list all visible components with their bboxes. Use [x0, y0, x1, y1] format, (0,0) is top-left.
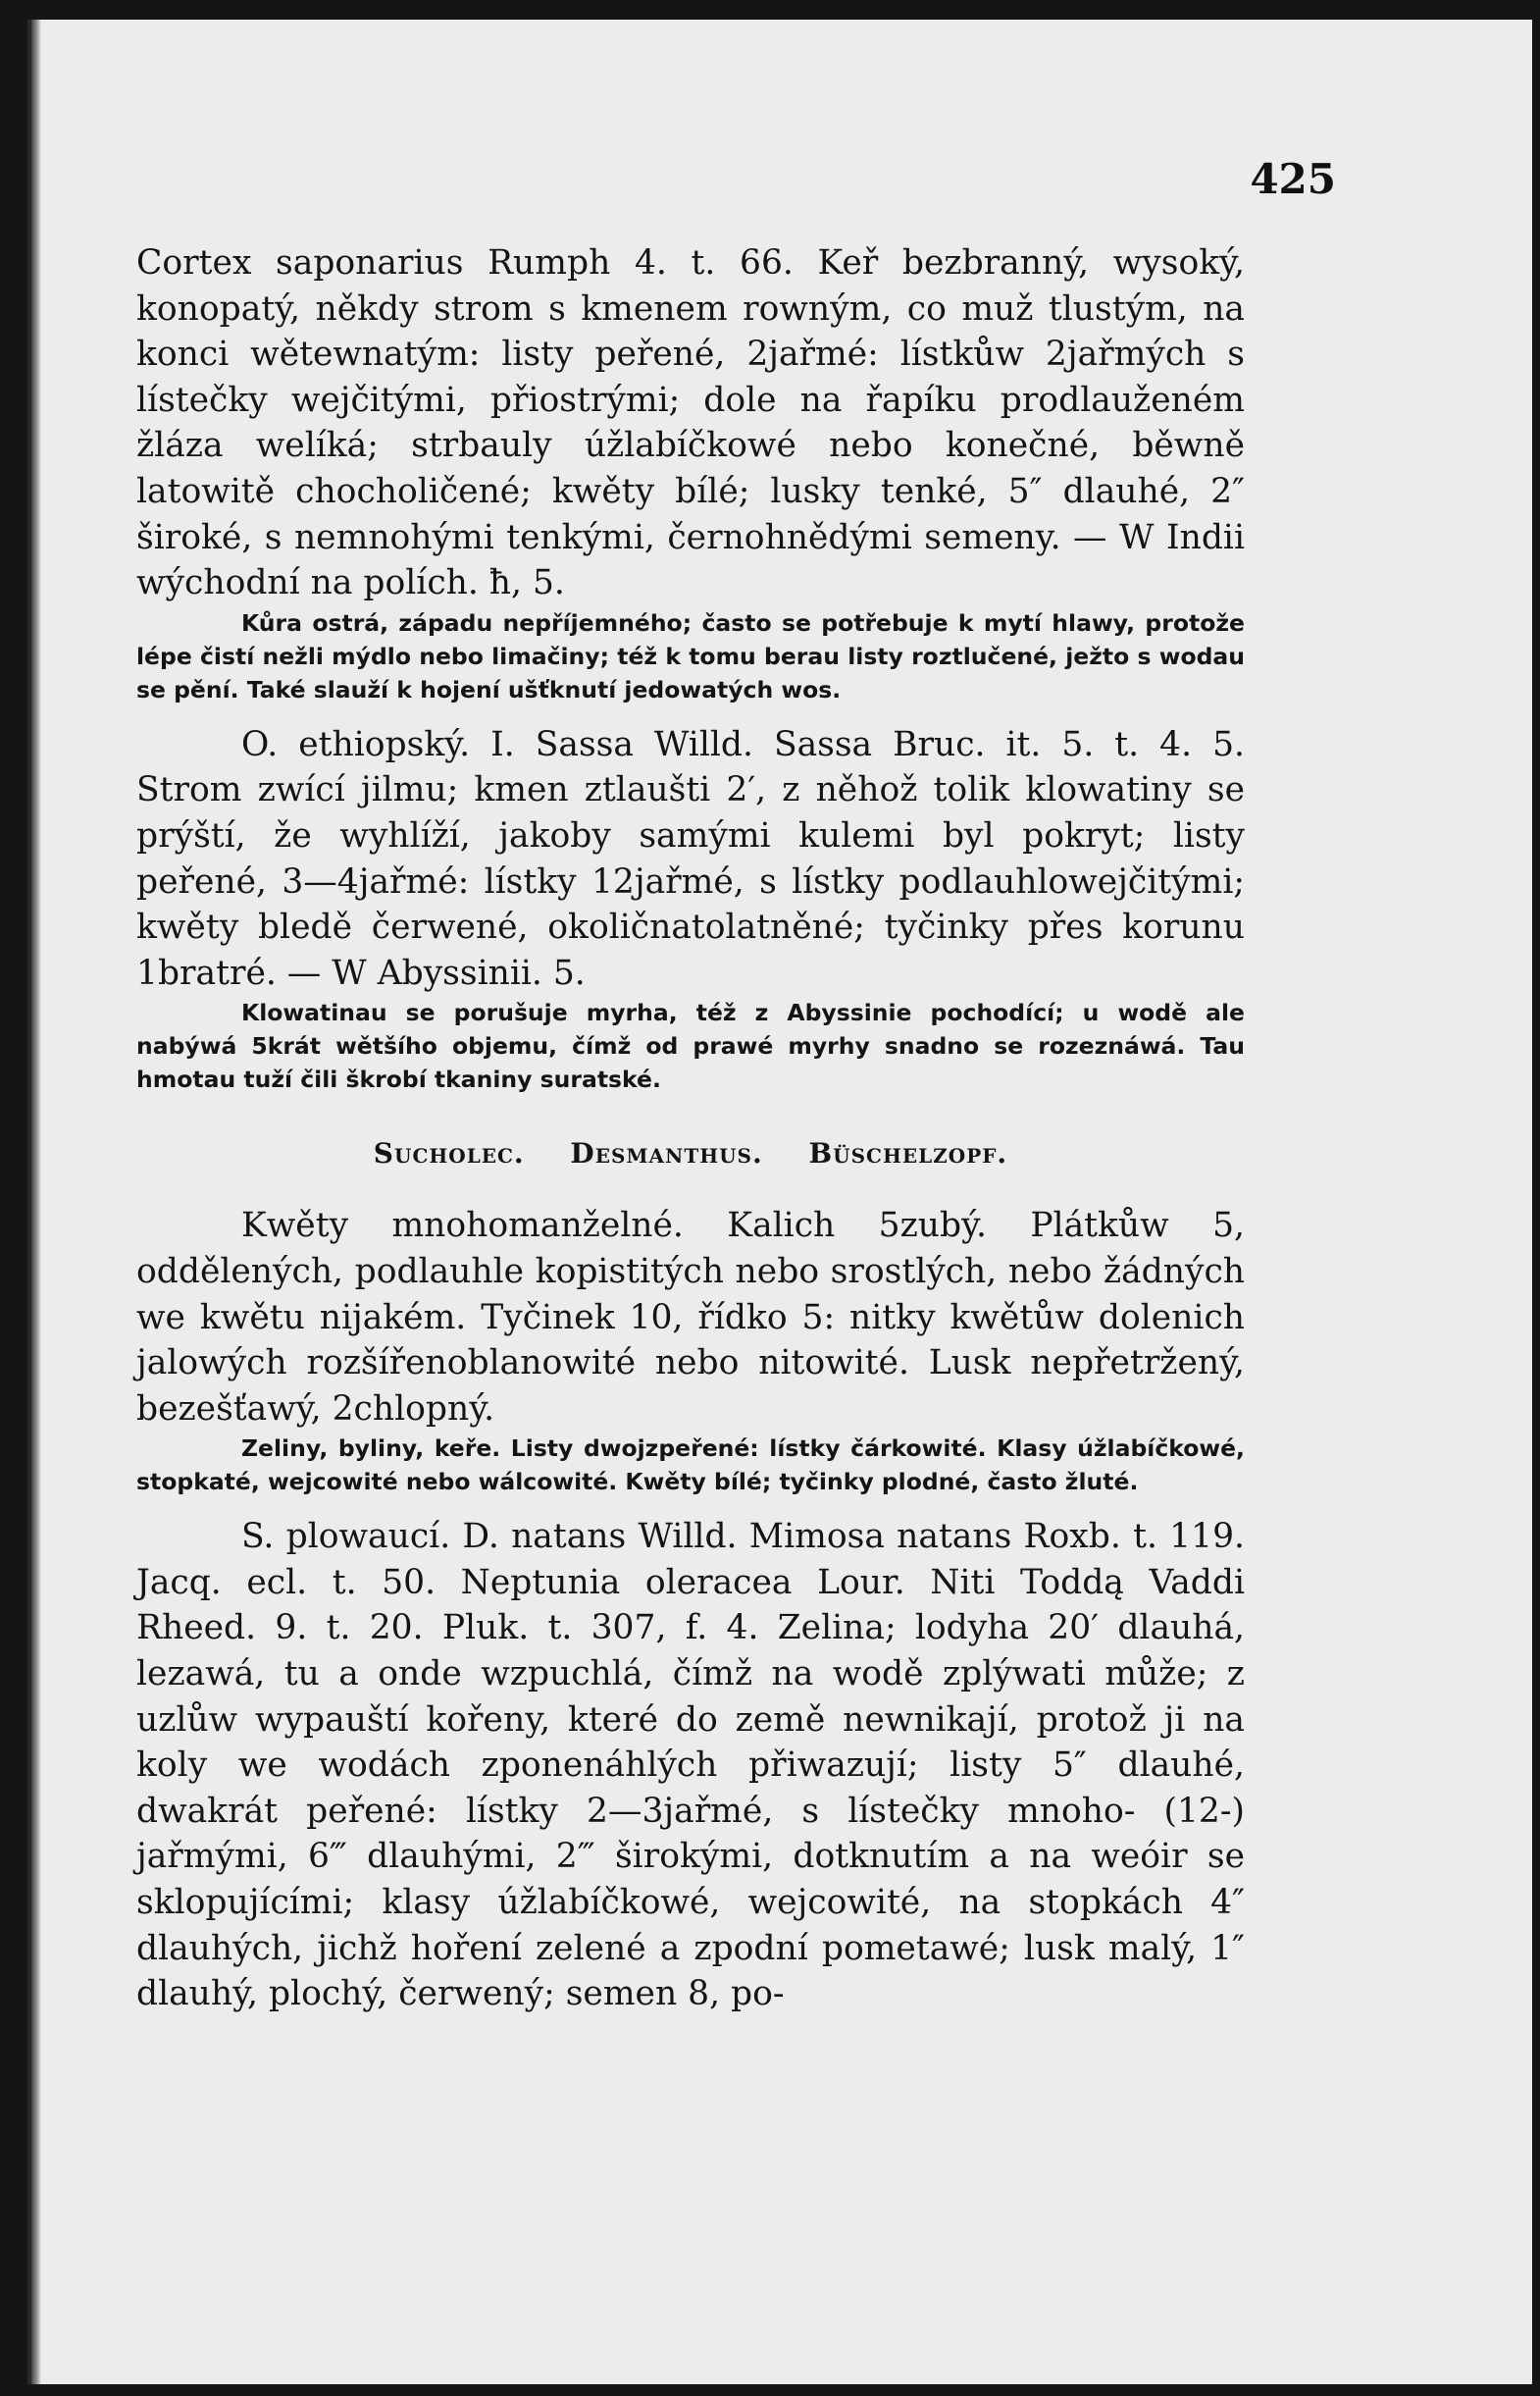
- genus-name-latin: Desmanthus.: [570, 1137, 763, 1171]
- page-text: [136, 240, 1245, 2017]
- entry-o-ethiopsky: O. ethiopský. I. Sassa Willd. Sassa Bruc. it. 5. t. 4. 5. Strom zwící jilmu; kmen ztlaušti 2′, z něhož tolik klowatiny se prýští, že wyhlíží, jakoby samými kulemi byl pokryt; listy peřené, 3—4jařmé: lístky 12jařmé, s lístky podlauhlowejčitými; kwěty bledě čerwené, okoličnatolatněné; tyčinky přes korunu 1bratré. — W Abyssinii. 5.: [136, 724, 1245, 993]
- entry-o-ethiopsky-note: Klowatinau se porušuje myrha, též z Abyssinie pochodící; u wodě ale nabýwá 5krát wětšího objemu, čímž od prawé myrhy snadno se rozeznáwá. Tau hmotau tuží čili škrobí tkaniny suratské.: [136, 999, 1245, 1094]
- genus-description: Kwěty mnohomanželné. Kalich 5zubý. Plátkůw 5, oddělených, podlauhle kopistitých nebo srostlých, nebo žádných we kwětu nijakém. Tyčinek 10, řídko 5: nitky kwětůw dolenich jalowých rozšířenoblanowité nebo nitowité. Lusk nepřetržený, bezešťawý, 2chlopný.: [136, 1206, 1245, 1429]
- genus-heading: [136, 1137, 1245, 1170]
- page-number: 425: [1250, 155, 1336, 203]
- genus-name-czech: Sucholec.: [373, 1137, 525, 1171]
- entry-cortex-note: Kůra ostrá, západu nepříjemného; často se potřebuje k mytí hlawy, protože lépe čistí nežli mýdlo nebo limačiny; též k tomu berau listy roztlučené, ježto s wodau se pění. Také slauží k hojení ušťknutí jedowatých wos.: [136, 608, 1245, 703]
- page-binding-edge: [31, 20, 41, 2384]
- entry-cortex-saponarius: Cortex saponarius Rumph 4. t. 66. Keř bezbranný, wysoký, konopatý, někdy strom s kmenem rowným, co muž tlustým, na konci wětewnatým: listy peřené, 2jařmé: lístkůw 2jařmých s lístečky wejčitými, přiostrými; dole na řapíku prodlauženém žláza welíká; strbauly úžlabíčkowé nebo konečné, běwně latowitě chocholičené; kwěty bílé; lusky tenké, 5″ dlauhé, 2″ široké, s nemnohými tenkými, černohnědými semeny. — W Indii wýchodní na polích. ħ, 5.: [136, 243, 1245, 603]
- entry-s-plowauci: S. plowaucí. D. natans Willd. Mimosa natans Roxb. t. 119. Jacq. ecl. t. 50. Neptunia oleracea Lour. Niti Toddą Vaddi Rheed. 9. t. 20. Pluk. t. 307, f. 4. Zelina; lodyha 20′ dlauhá, lezawá, tu a onde wzpuchlá, čímž na wodě zplýwati může; z uzlůw wypauští kořeny, které do země newnikají, protož ji na koly we wodách zponenáhlých přiwazují; listy 5″ dlauhé, dwakrát peřené: lístky 2—3jařmé, s lístečky mnoho- (12-) jařmými, 6‴ dlauhými, 2‴ širokými, dotknutím a na weóir se sklopujícími; klasy úžlabíčkowé, wejcowité, na stopkách 4″ dlauhých, jichž hoření zelené a zpodní pometawé; lusk malý, 1″ dlauhý, plochý, čerwený; semen 8, po-: [136, 1517, 1245, 2014]
- book-page: [27, 20, 1532, 2384]
- genus-note: Zeliny, byliny, keře. Listy dwojzpeřené: lístky čárkowité. Klasy úžlabíčkowé, stopkaté, wejcowité nebo wálcowité. Kwěty bílé; tyčinky plodné, často žluté.: [136, 1434, 1245, 1496]
- genus-name-german: Büschelzopf.: [808, 1137, 1008, 1171]
